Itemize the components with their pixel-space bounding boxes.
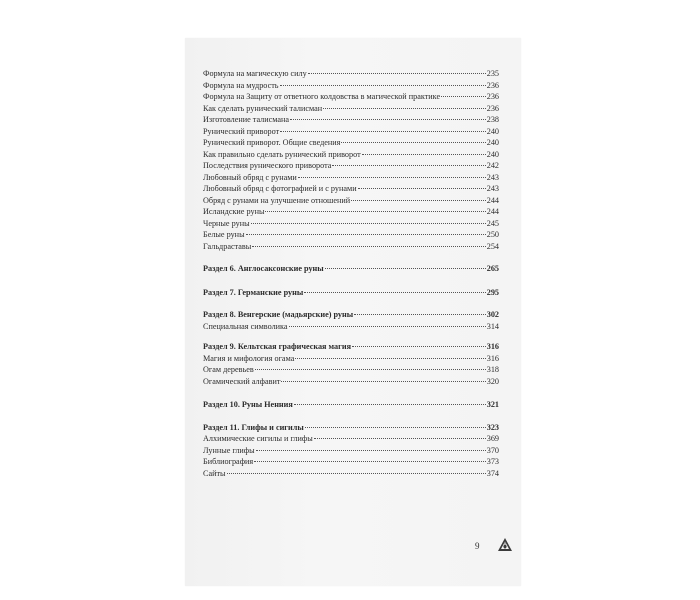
toc-entry: Белые руны 250 [203,230,499,239]
toc-entry: Любовный обряд с рунами 243 [203,172,499,182]
toc-entry: Исландские руны 244 [203,207,499,216]
toc-section-7: Раздел 7. Германские руны 295 [203,287,499,297]
toc-entry: Алхимические сигилы и глифы 369 [203,434,499,443]
toc-entry: Магия и мифология огама 316 [203,353,499,363]
toc-section-9: Раздел 9. Кельтская графическая магия 316 [203,342,499,351]
triangle-emblem-icon [497,537,513,553]
toc-entry: Формула на магическую силу 235 [203,69,499,78]
table-of-contents [203,68,499,479]
toc-entry: Изготовление талисмана 238 [203,115,499,124]
toc-entry: Специальная символика 314 [203,321,499,331]
toc-entry: Огам деревьев 318 [203,365,499,374]
toc-entry: Формула на Защиту от ответного колдовства в магической практике 236 [203,92,499,101]
toc-entry: Рунический приворот 240 [203,126,499,136]
toc-entry: Любовный обряд с фотографией и с рунами 243 [203,184,499,193]
toc-section-8: Раздел 8. Венгерские (мадьярские) руны 302 [203,310,499,319]
toc-entry: Черные руны 245 [203,218,499,228]
toc-entry: Рунический приворот. Общие сведения 240 [203,138,499,147]
book-page [185,38,521,586]
page-number: 9 [475,541,480,551]
toc-entry: Формула на мудрость 236 [203,80,499,90]
toc-entry: Обряд с рунами на улучшение отношений 244 [203,195,499,205]
toc-entry: Лунные глифы 370 [203,445,499,455]
toc-entry: Гальдраставы 254 [203,241,499,251]
toc-section-11: Раздел 11. Глифы и сигилы 323 [203,422,499,432]
toc-entry: Как сделать рунический талисман 236 [203,103,499,113]
toc-entry: Сайты 374 [203,468,499,478]
toc-entry: Как правильно сделать рунический приворот 240 [203,149,499,159]
toc-section-10: Раздел 10. Руны Ненния 321 [203,400,499,409]
toc-entry: Последствия рунического приворота 242 [203,161,499,170]
toc-section-6: Раздел 6. Англосаксонские руны 265 [203,264,499,273]
toc-entry: Огамический алфавит 320 [203,376,499,386]
toc-entry: Библиография 373 [203,457,499,466]
